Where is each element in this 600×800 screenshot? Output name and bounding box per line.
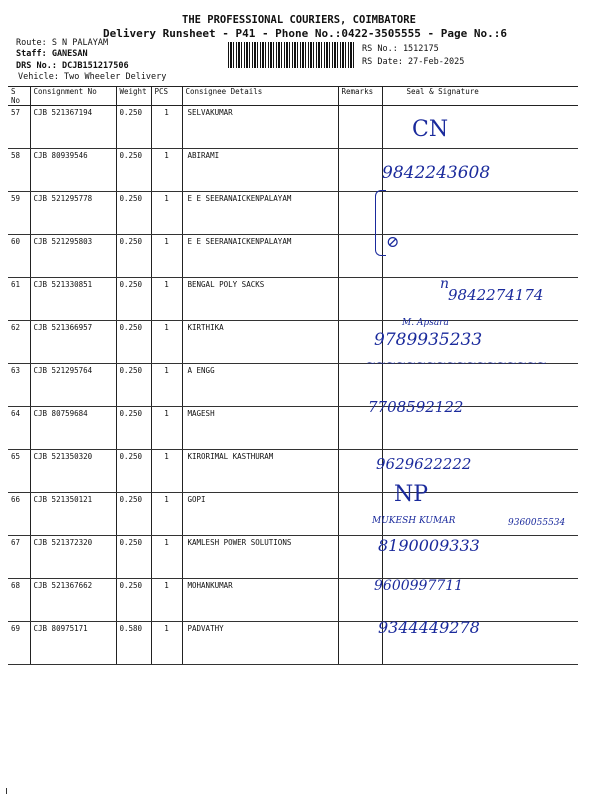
table-row xyxy=(8,536,578,579)
cell-weight: 0.250 xyxy=(116,278,151,321)
cell-signature xyxy=(382,235,578,278)
table-row xyxy=(8,149,578,192)
col-sno: S No xyxy=(8,87,30,106)
table-row xyxy=(8,235,578,278)
vehicle-label: Vehicle: Two Wheeler Delivery xyxy=(18,72,167,82)
cell-consignee: GOPI xyxy=(182,493,338,536)
cell-pcs: 1 xyxy=(151,493,182,536)
cell-pcs: 1 xyxy=(151,278,182,321)
col-consignee: Consignee Details xyxy=(182,87,338,106)
cell-consignment: CJB 521350320 xyxy=(30,450,116,493)
barcode xyxy=(228,42,356,68)
cell-remarks xyxy=(338,493,382,536)
handwritten-name-67: MUKESH KUMAR xyxy=(372,516,456,526)
cell-consignee: ABIRAMI xyxy=(182,149,338,192)
table-row xyxy=(8,106,578,149)
handwritten-phone-61: 9842274174 xyxy=(448,286,544,304)
cell-consignment: CJB 521372320 xyxy=(30,536,116,579)
handwritten-phone-62: 9789935233 xyxy=(374,330,483,350)
cell-consignee: E E SEERANAICKENPALAYAM xyxy=(182,192,338,235)
cell-sno: 69 xyxy=(8,622,30,665)
staff-label: Staff: GANESAN xyxy=(16,49,88,59)
cell-pcs: 1 xyxy=(151,536,182,579)
cell-weight: 0.250 xyxy=(116,493,151,536)
cell-sno: 66 xyxy=(8,493,30,536)
cell-sno: 63 xyxy=(8,364,30,407)
handwritten-phone-58: 9842243608 xyxy=(382,163,491,183)
cell-consignment: CJB 521295778 xyxy=(30,192,116,235)
cell-sno: 62 xyxy=(8,321,30,364)
col-remarks: Remarks xyxy=(338,87,382,106)
cell-pcs: 1 xyxy=(151,321,182,364)
cell-remarks xyxy=(338,106,382,149)
cell-weight: 0.250 xyxy=(116,450,151,493)
cell-pcs: 1 xyxy=(151,149,182,192)
cell-pcs: 1 xyxy=(151,364,182,407)
rs-date: RS Date: 27-Feb-2025 xyxy=(362,57,465,67)
cell-remarks xyxy=(338,278,382,321)
handwritten-initials-61: n xyxy=(440,276,450,292)
cell-weight: 0.250 xyxy=(116,235,151,278)
cell-consignment: CJB 521367662 xyxy=(30,579,116,622)
handwritten-circle-mark: ⊘ xyxy=(386,232,400,251)
drs-number: DRS No.: DCJB151217506 xyxy=(16,61,129,71)
cell-pcs: 1 xyxy=(151,579,182,622)
cell-consignee: E E SEERANAICKENPALAYAM xyxy=(182,235,338,278)
table-row xyxy=(8,407,578,450)
cell-sno: 59 xyxy=(8,192,30,235)
company-title: THE PROFESSIONAL COURIERS, COIMBATORE xyxy=(182,14,416,26)
cell-consignment: CJB 521366957 xyxy=(30,321,116,364)
table-header-row xyxy=(8,87,578,106)
handwritten-bracket xyxy=(375,190,386,256)
handwritten-phone-65: 9629622222 xyxy=(376,455,472,473)
handwritten-name-62: M. Apsara xyxy=(402,318,449,328)
cell-weight: 0.250 xyxy=(116,536,151,579)
cell-consignee: KAMLESH POWER SOLUTIONS xyxy=(182,536,338,579)
cell-sno: 67 xyxy=(8,536,30,579)
handwritten-cn: CN xyxy=(412,117,449,142)
cell-consignee: BENGAL POLY SACKS xyxy=(182,278,338,321)
cell-pcs: 1 xyxy=(151,622,182,665)
table-row xyxy=(8,622,578,665)
cell-consignment: CJB 80759684 xyxy=(30,407,116,450)
cell-sno: 64 xyxy=(8,407,30,450)
cell-consignment: CJB 80975171 xyxy=(30,622,116,665)
col-weight: Weight xyxy=(116,87,151,106)
cell-consignee: MOHANKUMAR xyxy=(182,579,338,622)
cell-signature xyxy=(382,192,578,235)
cell-weight: 0.250 xyxy=(116,149,151,192)
handwritten-phone-67a: 9360055534 xyxy=(508,518,566,528)
cell-consignment: CJB 521350121 xyxy=(30,493,116,536)
cell-consignee: SELVAKUMAR xyxy=(182,106,338,149)
cell-consignee: PADVATHY xyxy=(182,622,338,665)
cell-consignment: CJB 521367194 xyxy=(30,106,116,149)
cell-weight: 0.250 xyxy=(116,407,151,450)
handwritten-phone-69: 9344449278 xyxy=(378,618,480,637)
runsheet-title: Delivery Runsheet - P41 - Phone No.:0422-3505555 - Page No.:6 xyxy=(103,27,507,40)
handwritten-np: NP xyxy=(394,482,429,507)
cell-pcs: 1 xyxy=(151,407,182,450)
cell-consignment: CJB 521295764 xyxy=(30,364,116,407)
cell-sno: 61 xyxy=(8,278,30,321)
table-row xyxy=(8,579,578,622)
cell-consignee: KIRORIMAL KASTHURAM xyxy=(182,450,338,493)
cell-weight: 0.250 xyxy=(116,364,151,407)
cell-remarks xyxy=(338,536,382,579)
cell-remarks xyxy=(338,622,382,665)
cell-pcs: 1 xyxy=(151,450,182,493)
rs-number: RS No.: 1512175 xyxy=(362,44,439,54)
table-row xyxy=(8,192,578,235)
handwritten-phone-68: 9600997711 xyxy=(374,578,464,594)
cell-sno: 58 xyxy=(8,149,30,192)
stamp-scribble-63: ~~~~~~~~~~~~~~~~~~ xyxy=(366,356,547,370)
cell-consignment: CJB 521295803 xyxy=(30,235,116,278)
col-signature: Seal & Signature xyxy=(382,87,578,106)
route-label: Route: S N PALAYAM xyxy=(16,38,109,48)
cell-pcs: 1 xyxy=(151,106,182,149)
cell-sno: 65 xyxy=(8,450,30,493)
cell-consignee: MAGESH xyxy=(182,407,338,450)
cell-weight: 0.580 xyxy=(116,622,151,665)
cell-sno: 57 xyxy=(8,106,30,149)
cell-sno: 60 xyxy=(8,235,30,278)
handwritten-phone-67b: 8190009333 xyxy=(378,536,480,555)
table-row xyxy=(8,493,578,536)
cell-pcs: 1 xyxy=(151,192,182,235)
cell-consignment: CJB 521330851 xyxy=(30,278,116,321)
cell-consignment: CJB 80939546 xyxy=(30,149,116,192)
cell-consignee: KIRTHIKA xyxy=(182,321,338,364)
cell-weight: 0.250 xyxy=(116,106,151,149)
page-edge-mark xyxy=(6,788,7,794)
col-consignment: Consignment No xyxy=(30,87,116,106)
cell-weight: 0.250 xyxy=(116,321,151,364)
cell-consignee: A ENGG xyxy=(182,364,338,407)
cell-weight: 0.250 xyxy=(116,579,151,622)
col-pcs: PCS xyxy=(151,87,182,106)
cell-remarks xyxy=(338,149,382,192)
table-row xyxy=(8,450,578,493)
handwritten-phone-64: 7708592122 xyxy=(368,398,464,416)
runsheet-table xyxy=(8,86,578,665)
cell-sno: 68 xyxy=(8,579,30,622)
cell-weight: 0.250 xyxy=(116,192,151,235)
cell-pcs: 1 xyxy=(151,235,182,278)
